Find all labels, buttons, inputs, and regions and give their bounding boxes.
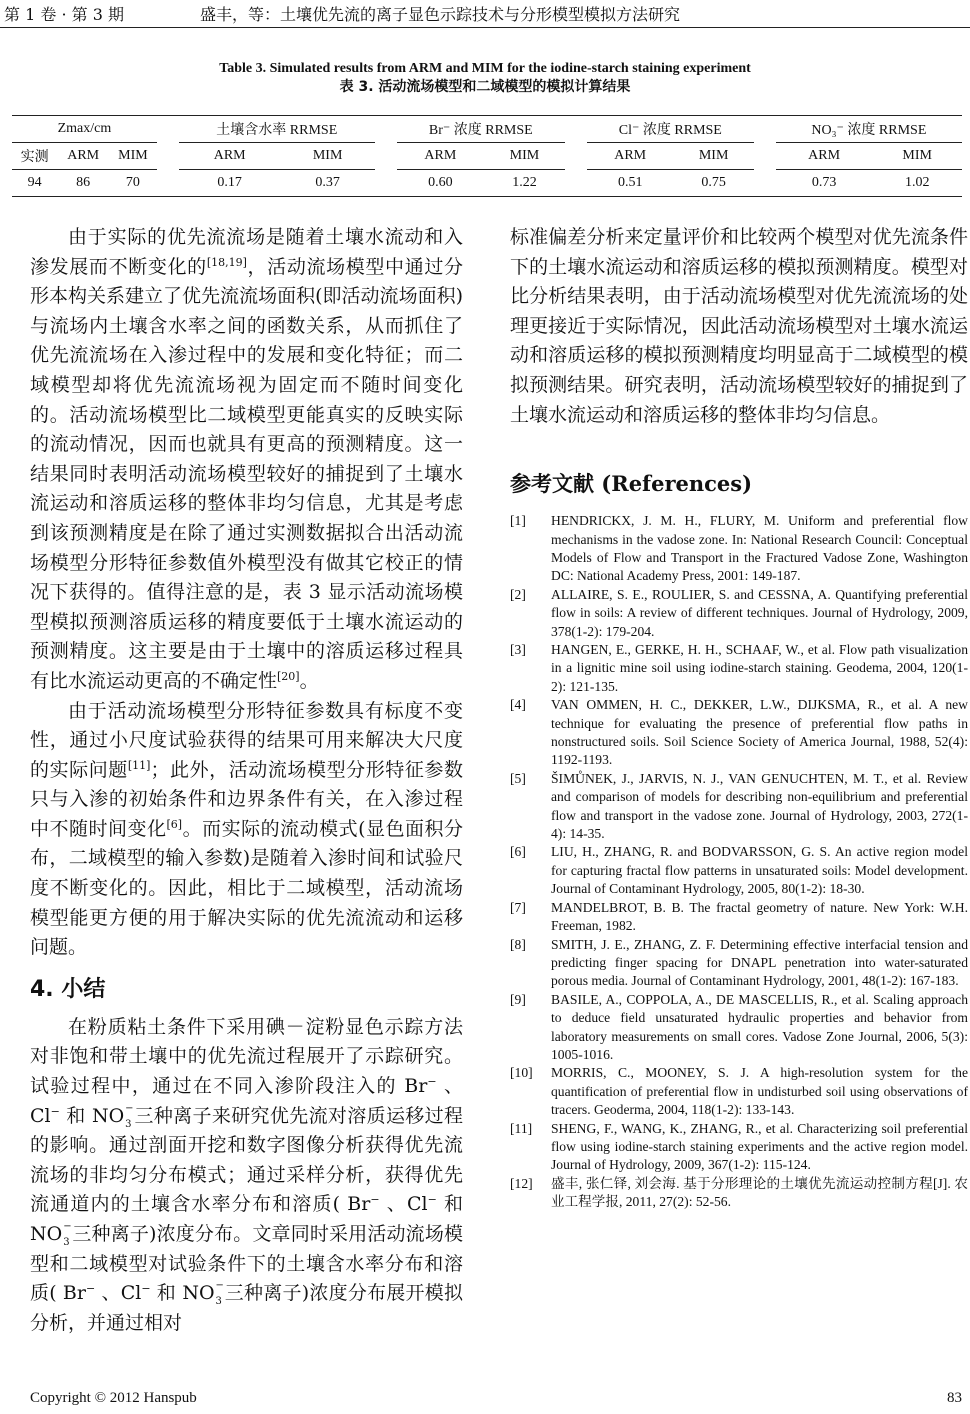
table-group-header-row (12, 116, 962, 143)
reference-text: SHENG, F., WANG, K., ZHANG, R., et al. Characterizing soil preferential flow using iodine-starch staining experiments and the active region model. Journal of Hydrology, 2009, 367(1-2): 115-124. (551, 1120, 968, 1173)
table-sub-header-row (12, 143, 962, 170)
ion-formula (91, 1102, 134, 1130)
paragraph (30, 697, 463, 963)
reference-number: [10] (510, 1065, 533, 1081)
text-run: 。 (299, 669, 319, 692)
reference-text: MORRIS, C., MOONEY, S. J. A high-resolution system for the quantification of preferential flow in undisturbed soil using observations of tracers. Geoderma, 2004, 118(1-2): 133-143. (551, 1065, 968, 1118)
ion-subscript: 3 (215, 1296, 222, 1308)
ion-symbol: NO (182, 1282, 215, 1305)
column-header: MIM (872, 143, 962, 170)
reference-text: ŠIMŮNEK, J., JARVIS, N. J., VAN GENUCHTEN, M. T., et al. Review and comparison of models for describing non-equilibrium and preferential flow and transport in the vadose zone. Journal of Hydrology, 2003, 272(1-4): 14-35. (551, 770, 968, 842)
column-header: ARM (57, 143, 109, 170)
references-heading: 参考文献 (References) (510, 471, 753, 497)
text-run: 和 (59, 1104, 92, 1127)
reference-text: VAN OMMEN, H. C., DEKKER, L.W., DIJKSMA, R., et al. A new technique for evaluating the presence of preferential flow paths in nonstructured soils. Soil Science Society of America Journal, 1988, 52(4): 1192-1193. (551, 697, 968, 768)
paragraph (30, 1013, 463, 1339)
table-cell: 0.51 (617, 175, 643, 190)
reference-item (510, 899, 968, 936)
reference-number: [9] (510, 991, 526, 1007)
reference-item (510, 586, 968, 641)
ion-subscript: 3 (63, 1237, 70, 1248)
reference-number: [11] (510, 1120, 533, 1136)
column-header: MIM (281, 143, 375, 170)
reference-text: HENDRICKX, J. M. H., FLURY, M. Uniform and preferential flow mechanisms in the vadose zone. In: National Research Council: Conceptual Models of Flow and Transport in the Fractured Vadose Zone, Washington DC: National Academy Press, 2001: 149-187. (551, 513, 968, 584)
citation-superscript: [11] (127, 758, 151, 772)
left-body (30, 223, 463, 963)
table-caption-en: Table 3. Simulated results from ARM and MIM for the iodine-starch staining experiment (219, 61, 751, 76)
text-run: 三种离子)浓度分布。文章同时采用活动流场模型和二域模型对试验条件下的土壤含水率分布和溶质( Br (30, 1223, 463, 1305)
table-cell: 0.17 (217, 175, 242, 190)
group-header: Br⁻ 浓度 RRMSE (397, 116, 565, 143)
reference-item (510, 936, 968, 991)
table-cell: 94 (27, 175, 42, 190)
reference-item (510, 696, 968, 770)
text-run: 。而实际的流动模式(显色面积分布，二域模型的输入参数)是随着入渗时间和试验尺度不断变化的。因此，相比于二域模型，活动流场模型能更方便的用于解决实际的优先流流动和运移问题。 (30, 817, 463, 959)
ion-subscript: 3 (125, 1118, 132, 1130)
reference-number: [6] (510, 844, 526, 860)
column-header: ARM (397, 143, 484, 170)
table-caption-zh: 表 3. 活动流场模型和二域模型的模拟计算结果 (339, 79, 631, 95)
reference-text: LIU, H., ZHANG, R. and BODVARSSON, G. S. An active region model for capturing fractal flow patterns in unsaturated soils: Model development. Journal of Contaminant Hydrology, 2005, 80(1-2): 18-30. (551, 844, 968, 897)
text-run: 、Cl (95, 1282, 142, 1305)
reference-item (510, 512, 968, 586)
reference-item (510, 1064, 968, 1119)
reference-item (510, 1175, 968, 1212)
column-header: MIM (484, 143, 565, 170)
reference-item (510, 770, 968, 844)
citation-superscript: − (141, 1282, 151, 1296)
right-body (510, 223, 968, 430)
reference-text: BASILE, A., COPPOLA, A., DE MASCELLIS, R., et al. Scaling approach to deduce field unsaturated hydraulic properties and behavior from laboratory measurements on small cores. Vadose Zone Journal, 2006, 5(3): 1005-1016. (551, 991, 968, 1062)
group-header: NO₃⁻ 浓度 RRMSE (776, 116, 962, 143)
table-row (12, 170, 962, 197)
reference-text: HANGEN, E., GERKE, H. H., SCHAAF, W., et al. Flow path visualization in a lignitic mine soil using iodine-starch staining. Geodema, 2004, 120(1-2): 121-135. (551, 642, 968, 694)
conclusion-body (30, 1013, 463, 1339)
text-run: 和 (150, 1282, 183, 1305)
reference-list (510, 512, 968, 1211)
citation-superscript: [20] (277, 669, 300, 683)
citation-superscript: [6] (166, 817, 183, 831)
running-title: 盛丰，等：土壤优先流的离子显色示踪技术与分形模型模拟方法研究 (200, 5, 681, 24)
table-cell: 1.02 (904, 175, 930, 190)
paragraph (30, 223, 463, 697)
reference-item (510, 641, 968, 696)
table-cell: 0.73 (811, 175, 837, 190)
citation-superscript: [18,19] (206, 255, 247, 269)
column-header: ARM (587, 143, 674, 170)
reference-text: SMITH, J. E., ZHANG, Z. F. Determining effective interfacial tension and predicting finger spacing for DNAPL penetration into water-saturated porous media. Journal of Contaminant Hydrology, 2001, 48(1-2): 167-183. (551, 936, 968, 989)
reference-number: [5] (510, 770, 526, 786)
reference-text: 盛丰, 张仁铎, 刘会海. 基于分形理论的土壤优先流运动控制方程[J]. 农业工程学报, 2011, 27(2): 52-56. (551, 1175, 968, 1210)
table-cell: 70 (125, 175, 140, 190)
text-run: 标准偏差分析来定量评价和比较两个模型对优先流条件下的土壤水流运动和溶质运移的模拟预测精度。模型对比分析结果表明，由于活动流场模型对优先流流场的处理更接近于实际情况，因此活动流场模型对土壤水流运动和溶质运移的模拟预测精度均明显高于二域模型的模拟预测结果。研究表明，活动流场模型较好的捕捉到了土壤水流运动和溶质运移的整体非均匀信息。 (510, 226, 968, 426)
group-header: Cl⁻ 浓度 RRMSE (587, 116, 754, 143)
copyright: Copyright © 2012 Hanspub (30, 1390, 197, 1406)
table-cell: 0.60 (428, 175, 453, 190)
table-cell: 1.22 (512, 175, 537, 190)
left-column (30, 223, 463, 1338)
reference-text: MANDELBROT, B. B. The fractal geometry of nature. New York: W.H. Freeman, 1982. (551, 899, 968, 934)
table-cell: 0.37 (315, 175, 340, 190)
reference-number: [7] (510, 899, 526, 915)
reference-number: [12] (510, 1175, 533, 1191)
citation-superscript: − (427, 1075, 437, 1089)
paragraph (510, 223, 968, 430)
column-header: MIM (109, 143, 157, 170)
column-header: ARM (776, 143, 873, 170)
reference-number: [1] (510, 513, 526, 529)
two-column-body (0, 223, 970, 1338)
ion-symbol: NO (91, 1104, 125, 1127)
right-column (510, 223, 968, 1212)
results-table (12, 115, 962, 197)
text-run: 在粉质粘土条件下采用碘－淀粉显色示踪方法对非饱和带土壤中的优先流过程展开了示踪研究。试验过程中，通过在不同入渗阶段注入的 Br (30, 1015, 463, 1098)
text-run: 三种离子)浓度分布展开模拟分析，并通过相对 (30, 1282, 463, 1334)
text-run: ，活动流场模型中通过分形本构关系建立了优先流流场面积(即活动流场面积)与流场内土壤含水率之间的函数关系，从而抓住了优先流流场在入渗过程中的发展和变化特征；而二域模型却将优先流流场视为固定而不随时间变化的。活动流场模型比二域模型更能真实的反映实际的流动情况，因而也就具有更高的预测精度。这一结果同时表明活动流场模型较好的捕捉到了土壤水流运动和溶质运移的整体非均匀信息，尤其是考虑到该预测精度是在除了通过实测数据拟合出活动流场模型分形特征参数值外模型没有做其它校正的情况下获得的。值得注意的是，表 3 显示活动流场模型模拟预测溶质运移的精度要低于土壤水流运动的预测精度。这主要是由于土壤中的溶质运移过程具有比水流运动更高的不确定性 (30, 255, 463, 692)
column-header: MIM (674, 143, 754, 170)
section-heading-conclusion: 4. 小结 (30, 976, 106, 1002)
reference-item (510, 1120, 968, 1175)
text-run: 由于活动流场模型分形特征参数具有标度不变性，通过小尺度试验获得的结果可用来解决大尺度的实际问题 (30, 699, 463, 781)
reference-text: ALLAIRE, S. E., ROULIER, S. and CESSNA, A. Quantifying preferential flow in soils: A review of different techniques. Journal of Hydrology, 2009, 378(1-2): 179-204. (551, 586, 968, 639)
text-run: 和 (436, 1193, 463, 1216)
page-footer (0, 1374, 970, 1414)
column-header: 实测 (12, 143, 57, 170)
text-run: 、Cl (30, 1075, 463, 1127)
page-number: 83 (947, 1390, 962, 1406)
citation-superscript: − (427, 1193, 437, 1207)
reference-number: [2] (510, 586, 526, 602)
ion-charge: − (63, 1221, 72, 1232)
ion-charge: − (215, 1280, 224, 1292)
group-header: 土壤含水率 RRMSE (179, 116, 375, 143)
reference-number: [4] (510, 697, 526, 713)
ion-charge: − (125, 1102, 134, 1114)
citation-superscript: − (85, 1282, 96, 1296)
reference-item (510, 991, 968, 1065)
ion-formula (182, 1280, 224, 1308)
ion-symbol: NO (30, 1223, 63, 1245)
ion-formula (30, 1221, 72, 1248)
reference-number: [8] (510, 936, 526, 952)
text-run: ；此外，活动流场模型分形特征参数只与入渗的初始条件和边界条件有关，在入渗过程中不随时间变化 (30, 758, 463, 840)
text-run: 由于实际的优先流流场是随着土壤水流动和入渗发展而不断变化的 (30, 226, 463, 278)
journal-volume: 第 1 卷 · 第 3 期 (4, 5, 124, 24)
running-header (0, 0, 970, 28)
citation-superscript: − (50, 1104, 60, 1118)
group-header: Zmax/cm (12, 116, 157, 143)
reference-number: [3] (510, 642, 526, 657)
reference-item (510, 843, 968, 898)
column-header: ARM (179, 143, 281, 170)
table-cell: 0.75 (701, 175, 726, 190)
text-run: 三种离子来研究优先流对溶质运移过程的影响。通过剖面开挖和数字图像分析获得优先流流场的非均匀分布模式；通过采样分析，获得优先流通道内的土壤含水率分布和溶质( Br (30, 1104, 463, 1216)
citation-superscript: − (370, 1193, 380, 1207)
table-cell: 86 (76, 175, 91, 190)
text-run: 、Cl (379, 1193, 428, 1216)
